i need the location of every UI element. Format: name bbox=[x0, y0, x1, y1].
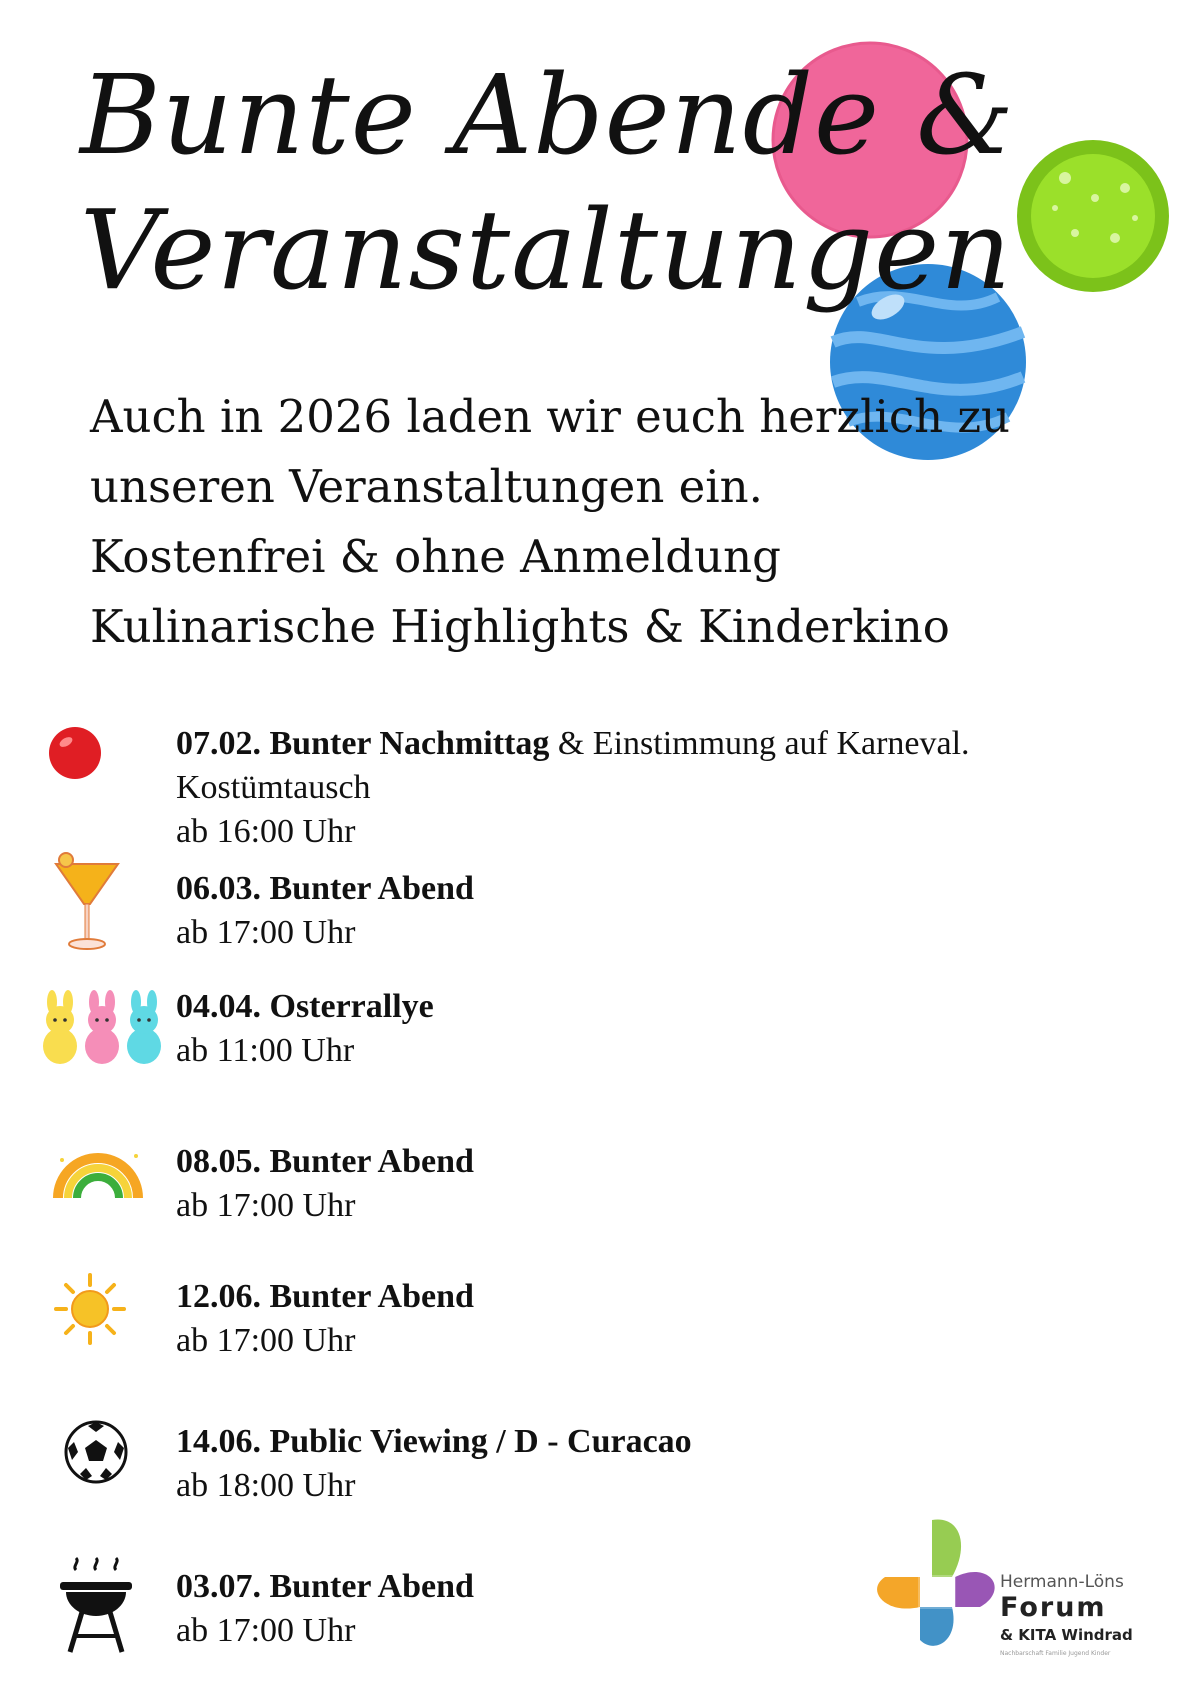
event-time: ab 17:00 Uhr bbox=[176, 1187, 356, 1224]
event-date-title: 03.07. Bunter Abend bbox=[176, 1568, 474, 1605]
page-title-line1: Bunte Abende & bbox=[80, 51, 1015, 179]
event-time: ab 16:00 Uhr bbox=[176, 813, 356, 850]
event-description: & Einstimmung auf Karneval. bbox=[549, 725, 970, 762]
intro-line: unseren Veranstaltungen ein. bbox=[90, 460, 763, 513]
soccer-ball-icon bbox=[64, 1420, 128, 1484]
page-title-line2: Veranstaltungen bbox=[80, 186, 1013, 314]
intro-line: Auch in 2026 laden wir euch herzlich zu bbox=[90, 390, 1011, 443]
sun-icon bbox=[54, 1273, 126, 1345]
logo-line1: Hermann-Löns bbox=[1000, 1572, 1124, 1592]
event-item bbox=[176, 985, 434, 1073]
event-item bbox=[176, 867, 474, 955]
event-time: ab 17:00 Uhr bbox=[176, 1322, 356, 1359]
bunnies-icon bbox=[40, 990, 164, 1066]
event-time: ab 17:00 Uhr bbox=[176, 1612, 356, 1649]
event-item bbox=[176, 1565, 474, 1653]
intro-text bbox=[90, 382, 1110, 662]
rainbow-icon bbox=[52, 1148, 144, 1204]
red-ball-icon bbox=[48, 726, 102, 780]
grill-icon bbox=[58, 1556, 134, 1656]
event-time: ab 18:00 Uhr bbox=[176, 1467, 356, 1504]
event-extra: Kostümtausch bbox=[176, 769, 371, 806]
event-time: ab 11:00 Uhr bbox=[176, 1032, 355, 1069]
event-date-title: 04.04. Osterrallye bbox=[176, 988, 434, 1025]
logo-line2: Forum bbox=[1000, 1592, 1107, 1623]
event-date-title: 06.03. Bunter Abend bbox=[176, 870, 474, 907]
event-item bbox=[176, 722, 970, 854]
green-ball-icon bbox=[1015, 138, 1171, 294]
cocktail-icon bbox=[52, 852, 122, 952]
logo-line3: & KITA Windrad bbox=[1000, 1626, 1133, 1644]
event-date-title: 14.06. Public Viewing / D - Curacao bbox=[176, 1423, 692, 1460]
event-date-title: 12.06. Bunter Abend bbox=[176, 1278, 474, 1315]
event-item bbox=[176, 1275, 474, 1363]
logo-tagline: Nachbarschaft Familie Jugend Kinder bbox=[1000, 1650, 1111, 1657]
event-item bbox=[176, 1140, 474, 1228]
intro-line: Kulinarische Highlights & Kinderkino bbox=[90, 600, 950, 653]
event-date-title: 07.02. Bunter Nachmittag bbox=[176, 725, 550, 762]
event-item bbox=[176, 1420, 692, 1508]
event-date-title: 08.05. Bunter Abend bbox=[176, 1143, 474, 1180]
event-time: ab 17:00 Uhr bbox=[176, 914, 356, 951]
intro-line: Kostenfrei & ohne Anmeldung bbox=[90, 530, 781, 583]
